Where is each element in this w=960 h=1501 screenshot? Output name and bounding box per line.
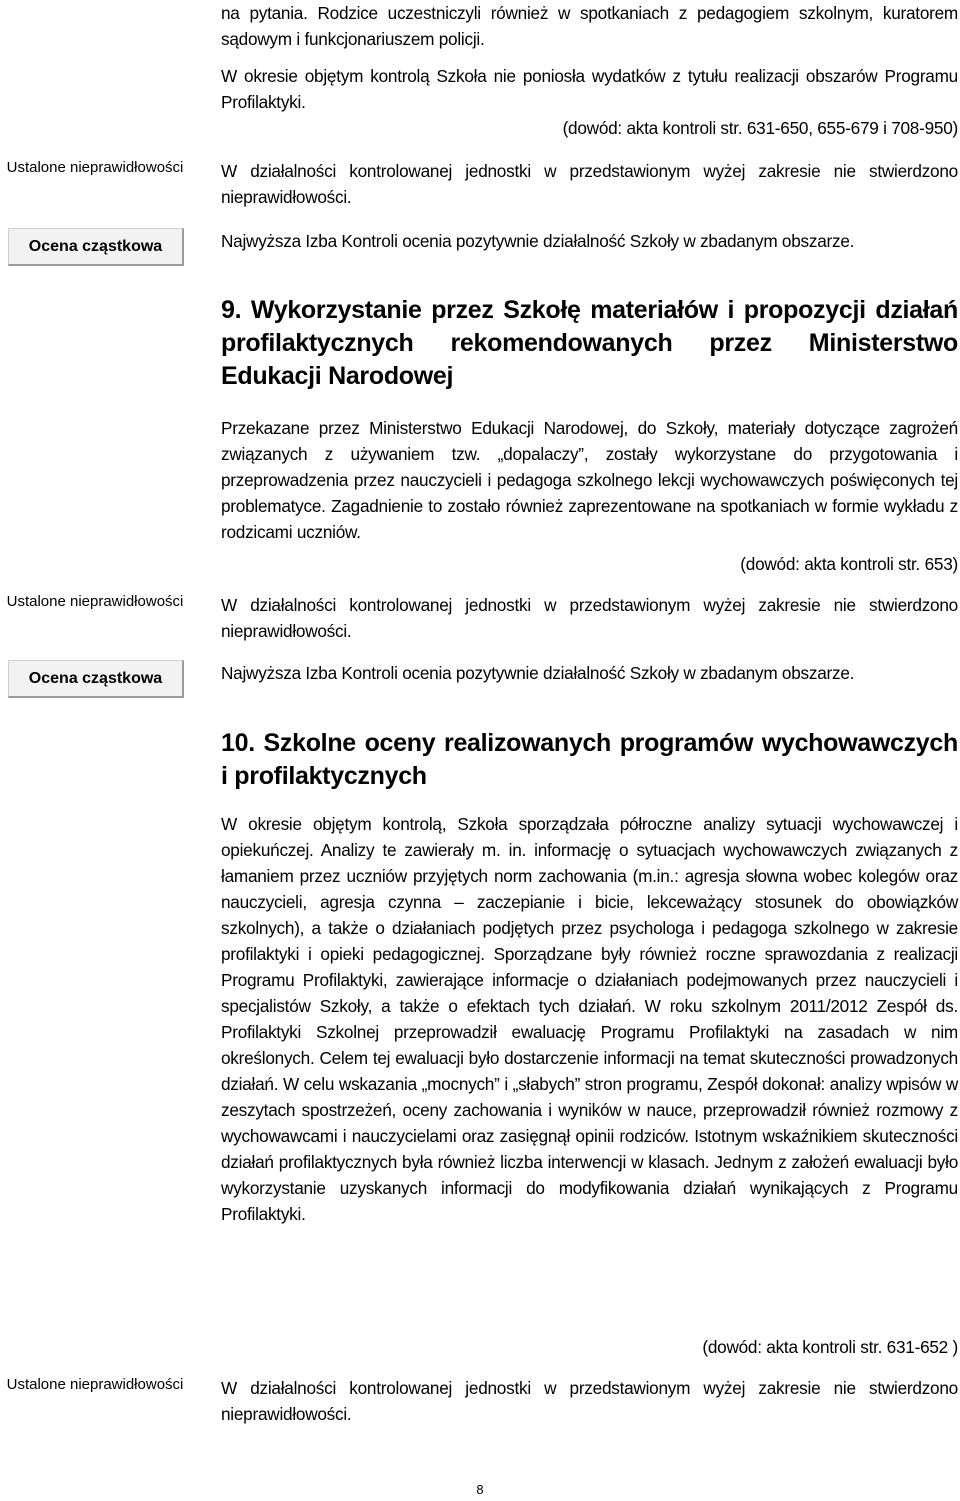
page-number: 8 [476,1482,484,1497]
evidence-reference-3: (dowód: akta kontroli str. 631-652 ) [702,1337,958,1357]
margin-note-irregularities-2: Ustalone nieprawidłowości [6,593,184,610]
section-heading-9: 9. Wykorzystanie przez Szkołę materiałów i propozycji działań profilaktycznych rekomendowanych przez Ministerstwo Edukacji Narodowej [221,296,958,390]
margin-note-irregularities-1: Ustalone nieprawidłowości [6,159,184,176]
paragraph-materials: Przekazane przez Ministerstwo Edukacji Narodowej, do Szkoły, materiały dotyczące zagrożeń związanych z używaniem tzw. „dopalaczy”, zostały wykorzystane do przygotowania i przeprowadzenia przez nauczycieli i pedagoga szkolnego lekcji wychowawczych poświęconych tej problematyce. Zagadnienie to zostało również zaprezentowane na spotkaniach w formie wykładu z rodzicami uczniów. [221,418,958,542]
paragraph-assessment-1: Najwyższa Izba Kontroli ocenia pozytywnie działalność Szkoły w zbadanym obszarze. [221,231,855,251]
margin-box-assessment-1: Ocena cząstkowa [8,228,184,266]
paragraph-evaluation-analysis: W okresie objętym kontrolą, Szkoła sporządzała półroczne analizy sytuacji wychowawczej i opiekuńczej. Analizy te zawierały m. in. informację o sytuacjach wychowawczych związanych z łamaniem przez uczniów przyjętych norm zachowania (m.in.: agresja słowna wobec kolegów oraz nauczycieli, agresja czynna – zaczepianie i bicie, lekceważący stosunek do obowiązków szkolnych), a także o działaniach podjętych przez psychologa i pedagoga szkolnego w zakresie profilaktyki i opieki pedagogicznej. Sporządzane były również roczne sprawozdania z realizacji Programu Profilaktyki, zawierające informacje o działaniach podejmowanych przez nauczycieli i specjalistów Szkoły, a także o efektach tych działań. W roku szkolnym 2011/2012 Zespół ds. Profilaktyki Szkolnej przeprowadził ewaluację Programu Profilaktyki na zasadach w nim określonych. Celem tej ewaluacji było dostarczenie informacji na temat skuteczności prowadzonych działań. W celu wskazania „mocnych” i „słabych” stron programu, Zespół dokonał: analizy wpisów w zeszytach spostrzeżeń, oceny zachowania i wyników w nauce, przeprowadził również rozmowy z wychowawcami i nauczycielami oraz zasięgnął opinii rodziców. Istotnym wskaźnikiem skuteczności działań profilaktycznych była również liczba interwencji w klasach. Jednym z założeń ewaluacji było wykorzystanie uzyskanych informacji do modyfikowania działań wynikających z Programu Profilaktyki. [221,814,958,1224]
margin-note-irregularities-3: Ustalone nieprawidłowości [6,1376,184,1393]
margin-box-assessment-2: Ocena cząstkowa [8,660,184,698]
paragraph-assessment-2: Najwyższa Izba Kontroli ocenia pozytywnie działalność Szkoły w zbadanym obszarze. [221,663,855,683]
evidence-reference-1: (dowód: akta kontroli str. 631-650, 655-679 i 708-950) [562,118,958,138]
section-heading-10: 10. Szkolne oceny realizowanych programów wychowawczych i profilaktycznych [221,729,958,790]
paragraph-irregularities-3: W działalności kontrolowanej jednostki w przedstawionym wyżej zakresie nie stwierdzono nieprawidłowości. [221,1378,958,1424]
paragraph-expenses: W okresie objętym kontrolą Szkoła nie poniosła wydatków z tytułu realizacji obszarów Programu Profilaktyki. [221,66,958,112]
evidence-reference-2: (dowód: akta kontroli str. 653) [740,554,958,574]
paragraph-intro: na pytania. Rodzice uczestniczyli również w spotkaniach z pedagogiem szkolnym, kuratorem sądowym i funkcjonariuszem policji. [221,3,958,49]
margin-column [0,0,190,1501]
paragraph-irregularities-2: W działalności kontrolowanej jednostki w przedstawionym wyżej zakresie nie stwierdzono nieprawidłowości. [221,595,958,641]
paragraph-irregularities-1: W działalności kontrolowanej jednostki w przedstawionym wyżej zakresie nie stwierdzono nieprawidłowości. [221,161,958,207]
